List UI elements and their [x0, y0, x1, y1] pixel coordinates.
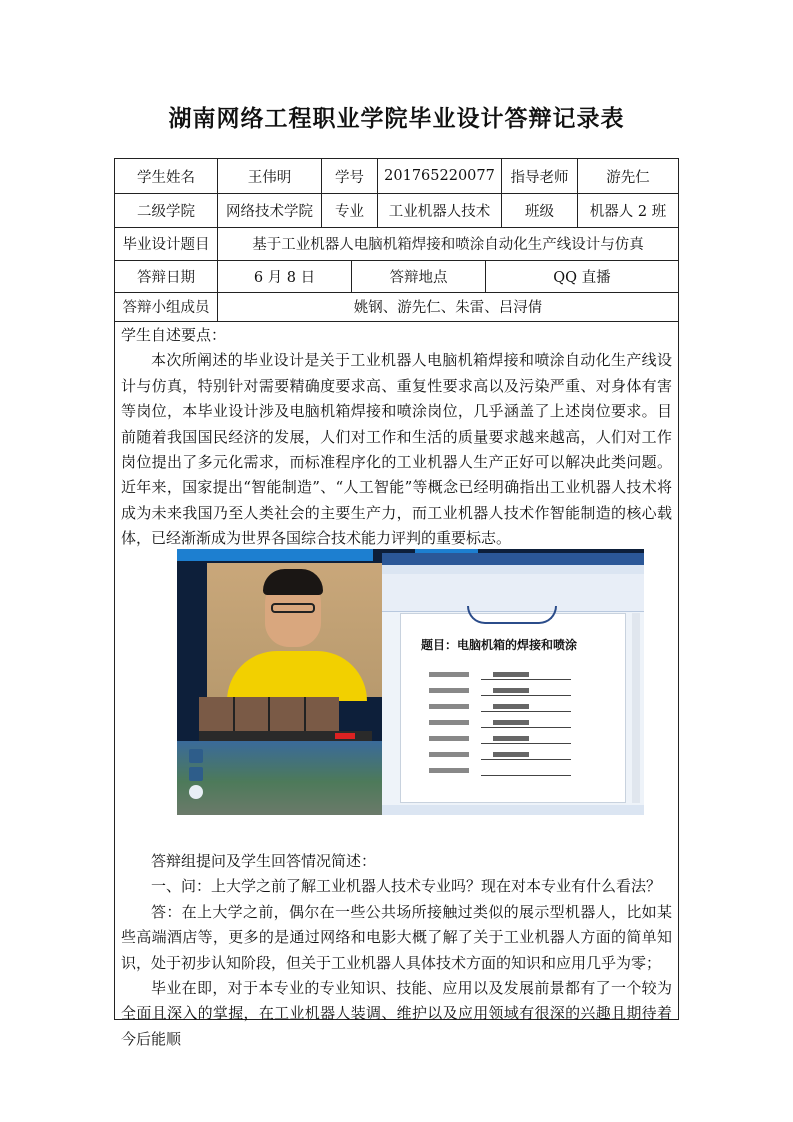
label-student-id: 学号 [322, 159, 378, 193]
form-underline [481, 727, 571, 728]
label-advisor: 指导老师 [502, 159, 578, 193]
hangup-button [335, 733, 355, 739]
word-scrollbar [632, 613, 640, 803]
row-date-place [115, 260, 678, 293]
defense-screenshot [177, 549, 644, 815]
video-call-feed [207, 563, 382, 697]
word-statusbar [382, 805, 644, 815]
form-underline [481, 743, 571, 744]
qq-window-titlebar [177, 549, 373, 561]
qa-heading: 答辩组提问及学生回答情况简述： [151, 852, 377, 870]
form-value [493, 736, 529, 741]
label-student-name: 学生姓名 [115, 159, 218, 193]
label-major: 专业 [322, 193, 378, 227]
app-icon [189, 749, 203, 763]
form-value [493, 704, 529, 709]
label-date: 答辩日期 [115, 260, 218, 292]
label-members: 答辩小组成员 [115, 292, 218, 321]
value-place: QQ 直播 [553, 269, 611, 286]
participant-thumb [270, 697, 304, 731]
form-underline [481, 775, 571, 776]
form-label [429, 720, 469, 725]
form-label [429, 672, 469, 677]
glasses-icon [271, 603, 315, 613]
school-emblem [467, 606, 557, 624]
student-hair [263, 569, 323, 595]
qa-section [121, 849, 672, 1052]
form-label [429, 752, 469, 757]
form-underline [481, 711, 571, 712]
form-label [429, 768, 469, 773]
form-value [493, 720, 529, 725]
student-shirt [227, 651, 367, 701]
participant-thumb [306, 697, 340, 731]
value-advisor: 游先仁 [606, 169, 650, 186]
form-value [493, 672, 529, 677]
statement-heading: 学生自述要点： [121, 326, 227, 344]
value-topic: 基于工业机器人电脑机箱焊接和喷涂自动化生产线设计与仿真 [252, 237, 644, 253]
page-title: 湖南网络工程职业学院毕业设计答辩记录表 [168, 105, 625, 132]
label-topic: 毕业设计题目 [115, 227, 218, 260]
value-student-name: 王伟明 [218, 159, 322, 193]
form-underline [481, 695, 571, 696]
value-date: 6 月 8 日 [218, 260, 352, 292]
participant-thumb [199, 697, 233, 731]
value-student-id: 201765220077 [378, 159, 502, 193]
form-underline [481, 679, 571, 680]
form-label [429, 688, 469, 693]
participant-thumb [235, 697, 269, 731]
value-members: 姚钢、游先仁、朱雷、吕浔倩 [353, 300, 543, 316]
participant-thumbnails [199, 697, 339, 731]
value-class: 机器人 2 班 [589, 203, 667, 220]
form-label [429, 736, 469, 741]
value-major: 工业机器人技术 [378, 193, 502, 227]
qa-answer-2: 毕业在即，对于本专业的专业知识、技能、应用以及发展前景都有了一个较为全面且深入的掌握，在工业机器人装调、维护以及应用领域有很深的兴趣且期待着今后能顺 [121, 979, 672, 1048]
label-class: 班级 [502, 193, 578, 227]
disc-icon [189, 785, 203, 799]
word-document-page [400, 613, 626, 803]
word-ribbon-tabs [382, 565, 644, 574]
form-underline [481, 759, 571, 760]
word-window [382, 553, 644, 815]
student-statement [121, 323, 672, 552]
form-value [493, 688, 529, 693]
value-college: 网络技术学院 [218, 193, 322, 227]
row-student-info [115, 159, 678, 194]
word-titlebar [382, 553, 644, 565]
app-icon [189, 767, 203, 781]
qa-answer-1: 答：在上大学之前，偶尔在一些公共场所接触过类似的展示型机器人，比如某些高端酒店等，更多的是通过网络和电影大概了解了关于工业机器人方面的简单知识，处于初步认知阶段，但关于工业机器人具体技术方面的知识和应用几乎为零； [121, 902, 672, 972]
form-value [493, 752, 529, 757]
qa-question-1: 一、问：上大学之前了解工业机器人技术专业吗？现在对本专业有什么看法？ [151, 877, 662, 896]
row-topic [115, 227, 678, 261]
label-college: 二级学院 [115, 193, 218, 227]
row-college-info [115, 193, 678, 228]
defense-record-table [114, 158, 679, 1048]
label-place: 答辩地点 [352, 260, 486, 292]
document-heading: 题目：电脑机箱的焊接和喷涂 [421, 638, 578, 652]
form-label [429, 704, 469, 709]
statement-paragraph: 本次所阐述的毕业设计是关于工业机器人电脑机箱焊接和喷涂自动化生产线设计与仿真，特别针对需要精确度要求高、重复性要求高以及污染严重、对身体有害等岗位，本毕业设计涉及电脑机箱焊接和喷涂岗位，几乎涵盖了上述岗位要求。目前随着我国国民经济的发展，人们对工作和生活的质量要求越来越高，人们对工作岗位提出了多元化需求，而标准程序化的工业机器人生产正好可以解决此类问题。近年来，国家提出“智能制造”、“人工智能”等概念已经明确指出工业机器人技术将成为未来我国乃至人类社会的主要生产力，而工业机器人技术作智能制造的核心载体，已经渐渐成为世界各国综合技术能力评判的重要标志。 [121, 351, 672, 548]
desktop-icons [181, 745, 211, 815]
row-members [115, 292, 678, 322]
